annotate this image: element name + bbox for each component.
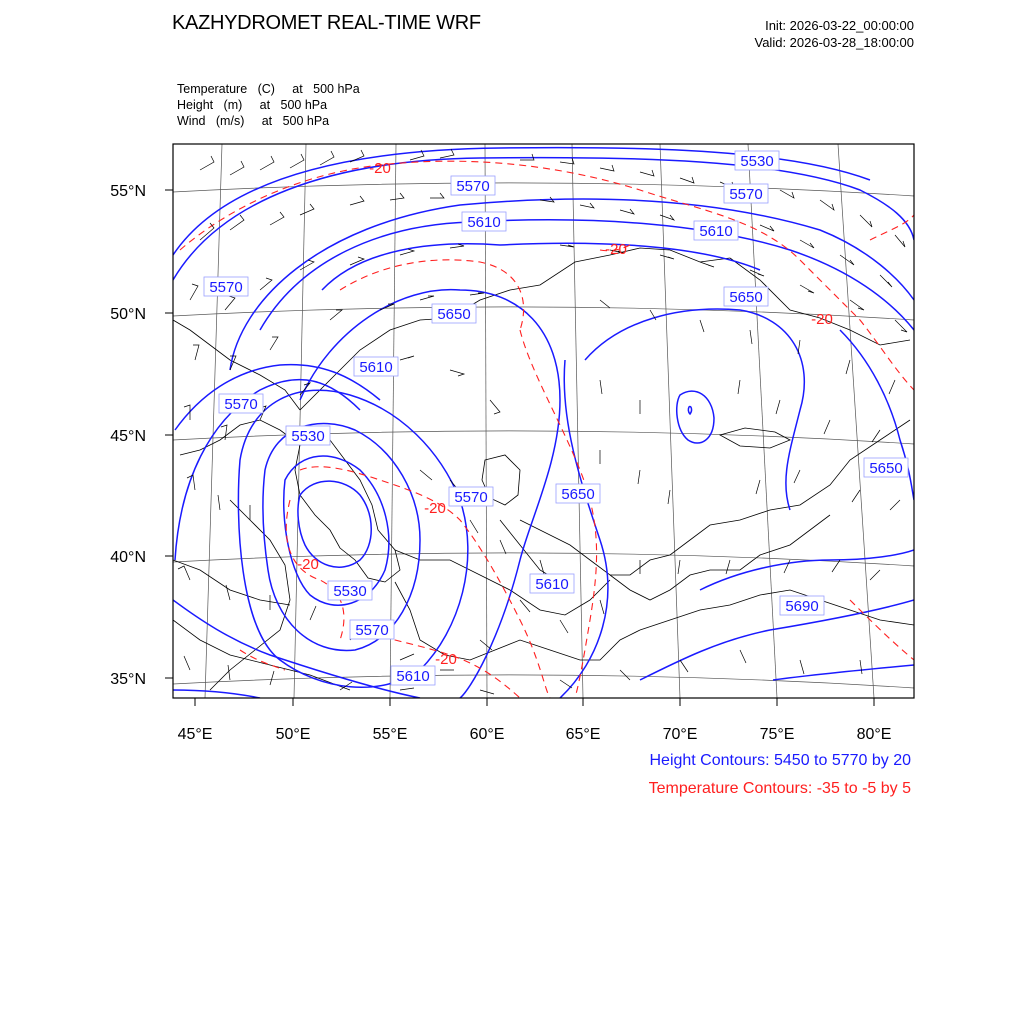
lon-label: 60°E [469,726,505,743]
height-label: 5650 [561,486,595,503]
map-title: KAZHYDROMET REAL-TIME WRF [172,12,481,34]
field-temperature: Temperature (C) at 500 hPa [177,82,360,96]
temp-label: -20 [811,311,833,328]
lat-label: 35°N [110,671,146,688]
valid-time: Valid: 2026-03-28_18:00:00 [754,35,914,50]
field-wind: Wind (m/s) at 500 hPa [177,114,330,128]
height-label: 5530 [291,428,325,445]
height-label: 5610 [535,576,569,593]
height-label: 5650 [437,306,471,323]
longitude-grid [205,144,874,698]
height-label: 5690 [785,598,819,615]
height-label: 5650 [729,289,763,306]
height-contours [173,148,914,698]
temp-label: -20 [435,651,457,668]
temp-label: -20 [369,160,391,177]
height-label: 5570 [454,489,488,506]
lat-label: 40°N [110,549,146,566]
lon-label: 80°E [856,726,892,743]
height-label: 5610 [699,223,733,240]
temp-label: -20 [605,241,627,258]
height-label: 5570 [209,279,243,296]
temp-label: -20 [297,556,319,573]
height-label: 5650 [869,460,903,477]
height-label: 5610 [359,359,393,376]
height-label: 5610 [467,214,501,231]
latitude-labels [110,183,146,688]
lat-label: 45°N [110,428,146,445]
temperature-contours-legend: Temperature Contours: -35 to -5 by 5 [648,780,911,797]
lon-label: 70°E [662,726,698,743]
height-contour-labels [204,151,908,685]
lon-label: 75°E [759,726,795,743]
lon-label: 65°E [565,726,601,743]
height-label: 5530 [333,583,367,600]
lat-label: 55°N [110,183,146,200]
longitude-labels [178,726,892,743]
lon-label: 55°E [372,726,408,743]
height-contours-legend: Height Contours: 5450 to 5770 by 20 [649,752,911,769]
height-label: 5530 [740,153,774,170]
temp-label: -20 [424,500,446,517]
field-height: Height (m) at 500 hPa [177,98,328,112]
lon-label: 45°E [177,726,213,743]
init-time: Init: 2026-03-22_00:00:00 [765,18,914,33]
lat-label: 50°N [110,306,146,323]
height-label: 5570 [729,186,763,203]
height-label: 5610 [396,668,430,685]
height-label: 5570 [224,396,258,413]
lon-label: 50°E [275,726,311,743]
height-label: 5570 [355,622,389,639]
height-label: 5570 [456,178,490,195]
